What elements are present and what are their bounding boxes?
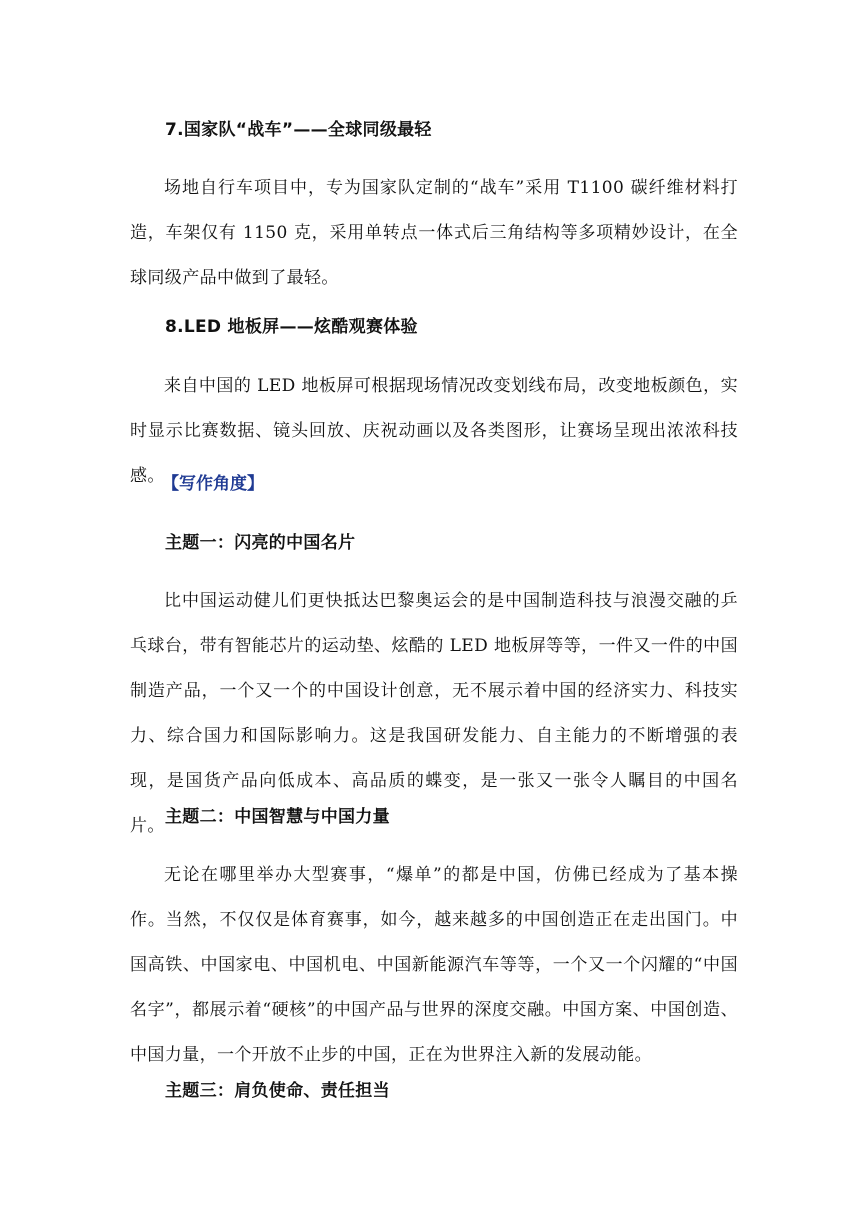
theme-three-title: 主题三：肩负使命、责任担当 bbox=[165, 1081, 390, 1101]
theme-one-paragraph: 比中国运动健儿们更快抵达巴黎奥运会的是中国制造科技与浪漫交融的乒乓球台，带有智能芯片的运动垫、炫酷的 LED 地板屏等等，一件又一件的中国制造产品，一个又一个的中国设计创意，无不展示着中国的经济实力、科技实力、综合国力和国际影响力。这是我国研发能力、自主能力的不断增强的表现，是国货产品向低成本、高品质的蝶变，是一张又一张令人瞩目的中国名片。 bbox=[130, 591, 738, 836]
section-heading-8: 8.LED 地板屏——炫酷观赛体验 bbox=[165, 317, 418, 337]
theme-two-paragraph: 无论在哪里举办大型赛事，“爆单”的都是中国，仿佛已经成为了基本操作。当然，不仅仅是体育赛事，如今，越来越多的中国创造正在走出国门。中国高铁、中国家电、中国机电、中国新能源汽车等等，一个又一个闪耀的“中国名字”，都展示着“硬核”的中国产品与世界的深度交融。中国方案、中国创造、中国力量，一个开放不止步的中国，正在为世界注入新的发展动能。 bbox=[130, 865, 738, 1065]
section-paragraph-8: 来自中国的 LED 地板屏可根据现场情况改变划线布局，改变地板颜色，实时显示比赛数据、镜头回放、庆祝动画以及各类图形，让赛场呈现出浓浓科技感。 bbox=[130, 376, 738, 486]
theme-one-title: 主题一：闪亮的中国名片 bbox=[165, 533, 356, 553]
section-heading-7: 7.国家队“战车”——全球同级最轻 bbox=[165, 120, 432, 140]
section-paragraph-7: 场地自行车项目中，专为国家队定制的“战车”采用 T1100 碳纤维材料打造，车架仅有 1150 克，采用单转点一体式后三角结构等多项精妙设计，在全球同级产品中做到了最轻。 bbox=[130, 178, 738, 288]
theme-two-title: 主题二：中国智慧与中国力量 bbox=[165, 807, 390, 827]
writing-angle-label: 【写作角度】 bbox=[162, 474, 264, 494]
